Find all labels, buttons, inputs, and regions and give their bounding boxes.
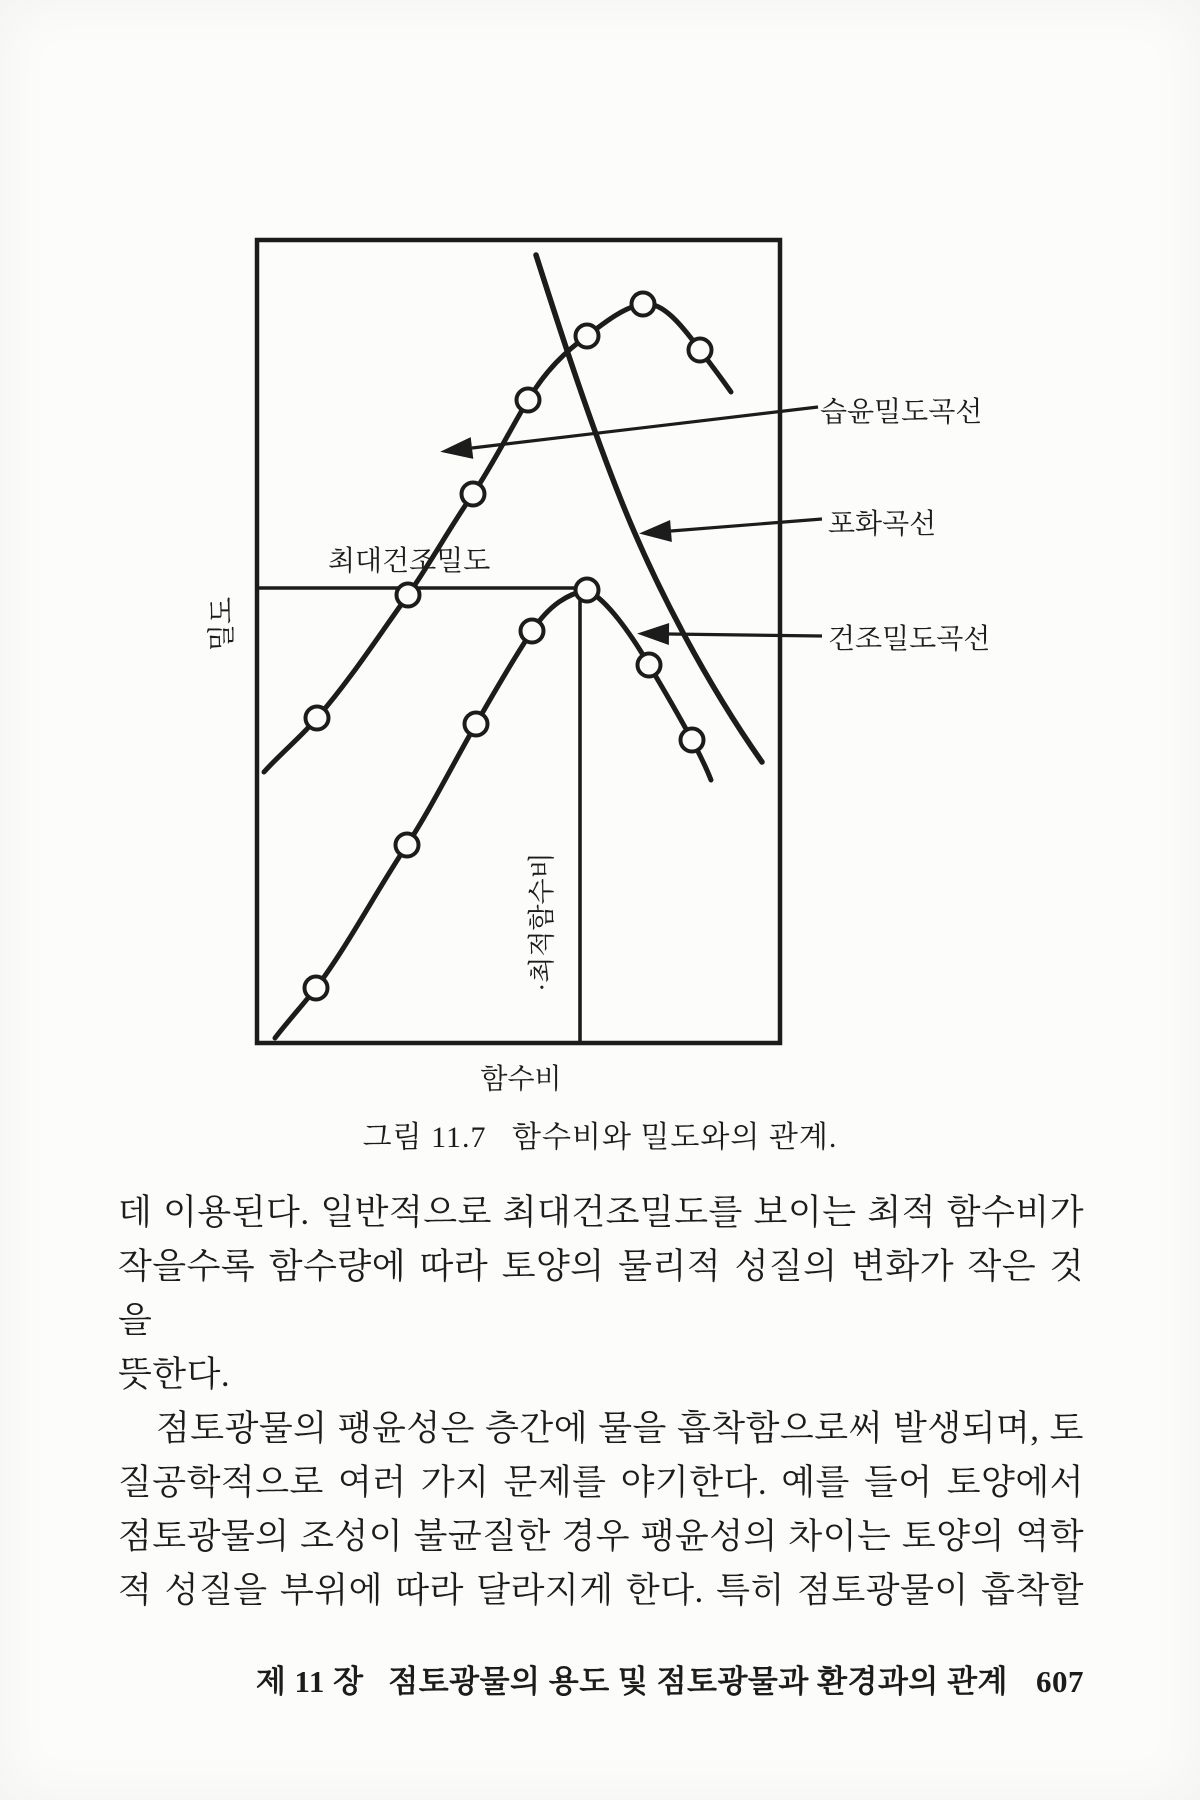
x-axis-label: 함수비 [480,1064,562,1095]
data-point-circle [305,977,328,1000]
body-line: 뜻한다. [118,1355,231,1394]
saturation-curve-leader-arrow [671,519,822,531]
page-footer [118,1620,1084,1737]
saturation-curve-label: 포화곡선 [828,509,937,540]
saturation-curve [536,255,762,762]
wet-curve-label: 습윤밀도곡선 [820,397,983,428]
data-point-circle [396,834,419,857]
body-line: 작을수록 함수량에 따라 토양의 물리적 성질의 변화가 작은 것을 [118,1247,1084,1340]
body-text [118,1186,1084,1618]
data-point-circle [632,293,655,316]
body-line: 질공학적으로 여러 가지 문제를 야기한다. 예를 들어 토양에서 [118,1463,1084,1502]
data-point-circle [681,729,704,752]
data-point-circle [689,339,712,362]
data-point-circle [517,389,540,412]
data-point-circle [638,654,661,677]
page-number: 607 [1036,1664,1084,1699]
figure-caption: 그림 11.7 함수비와 밀도와의 관계. [362,1121,838,1154]
y-axis-label: 밀도 [207,596,238,652]
wet-curve-leader-arrow [472,407,818,448]
max-dry-density-label: 최대건조밀도 [328,546,491,577]
data-point-circle [576,325,599,348]
data-point-circle [576,579,599,602]
body-line: 점토광물의 팽윤성은 층간에 물을 흡착함으로써 발생되며, 토 [156,1409,1084,1448]
data-point-circle [462,483,485,506]
wet-density-curve [264,304,731,772]
optimum-water-content-label: ·최적함수비 [527,852,557,992]
data-point-circle [397,584,420,607]
body-line: 적 성질을 부위에 따라 달라지게 한다. 특히 점토광물이 흡착할 [118,1571,1084,1610]
dry-curve-leader-arrow [669,634,822,636]
data-point-circle [465,713,488,736]
data-point-circle [521,620,544,643]
dry-curve-points [305,579,704,1000]
running-title: 제 11 장 점토광물의 용도 및 점토광물과 환경과의 관계 [255,1664,1008,1699]
data-point-circle [306,707,329,730]
dry-curve-label: 건조밀도곡선 [828,624,991,655]
body-line: 점토광물의 조성이 불균질한 경우 팽윤성의 차이는 토양의 역학 [118,1517,1084,1556]
body-line: 데 이용된다. 일반적으로 최대건조밀도를 보이는 최적 함수비가 [118,1193,1084,1232]
